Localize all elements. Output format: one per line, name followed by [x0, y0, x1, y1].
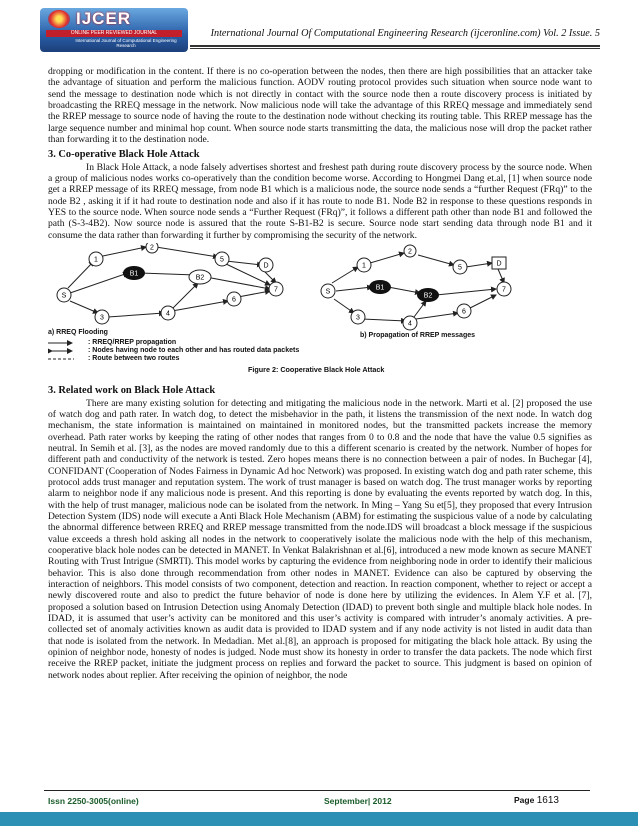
footer-date: September| 2012 [324, 796, 392, 806]
svg-text:6: 6 [462, 308, 466, 316]
svg-text:B2: B2 [423, 292, 433, 300]
footer-issn: Issn 2250-3005(online) [48, 796, 139, 806]
svg-text:1: 1 [362, 262, 366, 270]
article-body [48, 66, 592, 681]
svg-text:1: 1 [94, 256, 98, 264]
header-rule-thin [190, 48, 600, 49]
diagram-a-nodes [57, 243, 283, 324]
figure-legend [48, 339, 448, 363]
figure-caption: Figure 2: Cooperative Black Hole Attack [248, 365, 385, 375]
svg-text:D: D [496, 260, 502, 268]
logo-subtitle: International Journal of Computational Engineering Research [75, 38, 177, 48]
svg-text:6: 6 [232, 296, 236, 304]
legend-row-routed: : Nodes having node to each other and has routed data packets [48, 347, 448, 355]
svg-text:4: 4 [166, 310, 170, 318]
header-rule [190, 45, 600, 47]
svg-text:2: 2 [408, 248, 412, 256]
svg-text:7: 7 [274, 286, 278, 294]
footer-page-label: Page [514, 795, 535, 805]
figure-2 [48, 243, 592, 381]
svg-text:B1: B1 [375, 284, 385, 292]
section-heading-cooperative: 3. Co-operative Black Hole Attack [48, 149, 200, 161]
footer [44, 794, 590, 808]
figure-label-a: a) RREQ Flooding [48, 329, 108, 337]
svg-text:S: S [61, 292, 67, 300]
section-heading-related-work: 3. Related work on Black Hole Attack [48, 385, 216, 397]
svg-text:D: D [263, 262, 269, 270]
journal-title: International Journal Of Computational Engineering Research (ijceronline.com) Vol. 2 Issue. 5 [210, 28, 600, 39]
svg-text:4: 4 [408, 320, 412, 328]
logo-eye-icon [48, 10, 70, 28]
network-diagram [48, 243, 592, 339]
footer-rule [44, 790, 590, 791]
svg-text:3: 3 [100, 314, 104, 322]
arrow-icon [48, 339, 78, 347]
journal-logo [40, 8, 188, 52]
figure-label-b: b) Propagation of RREP messages [360, 332, 476, 340]
svg-text:S: S [325, 288, 331, 296]
dashed-line-icon [48, 355, 78, 363]
svg-text:5: 5 [458, 264, 462, 272]
diagram-b-nodes [321, 245, 511, 330]
bottom-color-bar [0, 812, 638, 826]
svg-text:5: 5 [220, 256, 224, 264]
svg-text:B2: B2 [195, 274, 205, 282]
paragraph-2: In Black Hole Attack, a node falsely advertises shortest and freshest path during route discovery process by the source node. When a group of malicious nodes works co-operatively than the condition become worse. According to Hongmei Dang et.al, [1] when source node get a RREP message of its RREQ message, from node B1 which is a malicious node, the source node sends a “further Request (FRq)” to the node B2 , asking it if it had route to destination node and also if it has route to node B1. Node B2 in response to these questions responds in YES to the source node. When source node sends a “Further Request (FRq)”, it follows a different path other than node B1 and followed the path (S-3-4B2). Now source node is assured that the route S-B1-B2 is secure. Source node start sending data through node B1 and it consume the data rather than forwarding it further by compromising the security of the network. [48, 161, 592, 241]
logo-word: IJCER [76, 9, 132, 28]
svg-text:7: 7 [502, 286, 506, 294]
svg-text:B1: B1 [129, 270, 139, 278]
double-arrow-icon [48, 347, 78, 355]
legend-row-propagation: : RREQ/RREP propagation [48, 339, 448, 347]
paragraph-3: There are many existing solution for detecting and mitigating the malicious node in the network. Marti et al. [2] proposed the use of watch dog and path rater. In watch dog, to detect the misbehavior in the path, it listens the transmission of the next node. In watch dog mechanism, the state information is maintained on maintained in monitored nodes, but the transmitted packets increase the memory overhead. Path rater works by keeping the rating of other nodes that ranges from 0 to 0.8 and the node that have the value 0.5 signifies as neutral. In Semih et al. [3], as the nodes are moved randomly due to this a different scenario is created by the network. Number of hopes for different path and conductivity of the network is tested. Zero hopes means there is no connection between a pair of nodes. In Buchegar [4], CONFIDANT (Cooperation of Nodes Fairness in Dynamic Ad hoc Network) was proposed. In existing watch dog and path rater scheme, this protocol adds trust manager and reputation system. The work of trust manager is based on watch dog. The trust manager works by reporting alarm to neighbor node if any malicious node is present. And this reporting is done by evaluating the events reported by watch dog. In this, with the help of trust manager, malicious node can be isolated from the network. In Ming – Yang Su et[5], they proposed that every Intrusion Detection System (IDS) node will execute a Anti Black Hole Mechanism (ABM) for estimating the suspicious value of a node by calculating the abnormal difference between RREQ and RREP message transmitted from the node.IDS will broadcast a block message if the suspicious value exceeds a thresh hold asking all nodes in the network to cooperatively isolate the malicious node with the help of this mechanism, cooperative black hole nodes can be detected in MANET. In Venkat Balakrishnan et al.[6], introduced a new mode known as secure MANET Routing with Trust Intrigue (SMRTI). This model works by capturing the evidence from neighboring node in order to identify their malicious behavior. This is also done through recommendation from other nodes in MANET. Evidence can also be captured by observing the interaction of neighbors. This model consists of two component, detection and reaction. In reaction component, whether to reject or accept a newly discovered route and also to predict the future behavior of node is done here by utilizing the evidences. In Alem Y.F et al. [7], proposed a solution based on Intrusion Detection using Anomaly Detection (IDAD) to prevent both single and multiple black hole nodes. In IDAD, it is assumed that user’s activity can be monitored and this user’s activity is compared with intruder’s anomaly activities. A pre-collected set of anomaly activities known as audit data is provided to IDAD system and if any node activity is not listed in audit data than that node is isolated from the network. In Medadian. Met al.[8], an approach is proposed for mitigating the black hole attack. By using the opinion of neighbor node, honesty of nodes is judged. Node must show its honesty in order to transfer the data packets. The node which first receive the RREP packet, initiate the judgment process on replies and forward the packet to source. This judgment is based on opinion of network nodes about replier. After receiving the opinion of neighbor, the node [48, 397, 592, 681]
paragraph-1: dropping or modification in the content. If there is no co-operation between the nodes, then there are high possibilities that an attacker take the advantage of situation and perform the malicious function. AODV routing protocol provides such situation when source node want to send the message to destination node which is not directly in contact with the source node then a route discovery process is initiated by broadcasting the RREQ message in the network. Now malicious node will take the advantage of this RREQ message and immediately send the RREP message to source node of having the route to the destination node without checking its routing table. This RREP message has the large sequence number and minimal hop count. When source node starts transmitting the data, the malicious nose will drop the packet rather than forwarding it to the destination node. [48, 66, 592, 146]
logo-tagline: ONLINE PEER REVIEWED JOURNAL [46, 30, 182, 37]
footer-page-number: 1613 [536, 795, 559, 806]
svg-text:3: 3 [356, 314, 360, 322]
svg-text:2: 2 [150, 244, 154, 252]
footer-page [514, 795, 559, 806]
legend-row-route: : Route between two routes [48, 355, 448, 363]
